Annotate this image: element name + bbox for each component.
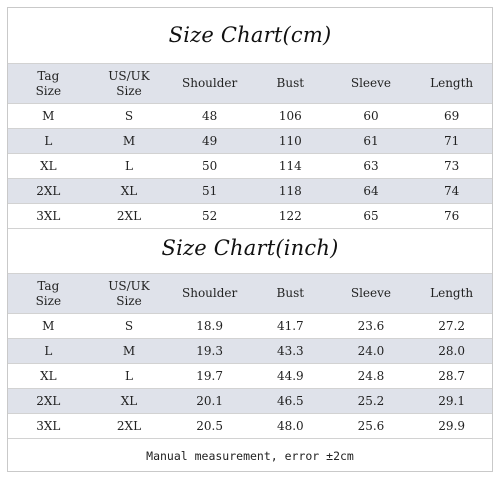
table-cell: 3XL bbox=[8, 204, 89, 229]
column-header-line: Sleeve bbox=[350, 286, 392, 300]
table-row bbox=[8, 104, 492, 129]
column-header-line: Size bbox=[116, 293, 142, 308]
table-cell: 122 bbox=[250, 204, 331, 229]
table-row bbox=[8, 179, 492, 204]
table-cell: 51 bbox=[169, 179, 250, 204]
table-cell: 61 bbox=[331, 129, 412, 154]
table-cell: 48 bbox=[169, 104, 250, 129]
table-cell: L bbox=[89, 154, 170, 179]
table-cell: L bbox=[8, 339, 89, 364]
column-header-line: Shoulder bbox=[182, 286, 238, 300]
table-cell: L bbox=[8, 129, 89, 154]
column-header bbox=[331, 274, 412, 314]
table-cell: 50 bbox=[169, 154, 250, 179]
table-cell: XL bbox=[89, 179, 170, 204]
table-row bbox=[8, 414, 492, 439]
table-cell: 24.0 bbox=[331, 339, 412, 364]
table-cell: 43.3 bbox=[250, 339, 331, 364]
table-cell: 114 bbox=[250, 154, 331, 179]
table-row bbox=[8, 154, 492, 179]
table-cell: 49 bbox=[169, 129, 250, 154]
table-row bbox=[8, 314, 492, 339]
table-cell: 48.0 bbox=[250, 414, 331, 439]
table-cell: 52 bbox=[169, 204, 250, 229]
table-cell: 25.6 bbox=[331, 414, 412, 439]
column-header-line: Tag bbox=[37, 68, 60, 83]
column-header-line: Length bbox=[430, 286, 474, 300]
cm-chart-title: Size Chart(cm) bbox=[168, 23, 332, 47]
table-cell: 118 bbox=[250, 179, 331, 204]
table-cell: 29.1 bbox=[411, 389, 492, 414]
table-cell: 20.1 bbox=[169, 389, 250, 414]
column-header bbox=[169, 64, 250, 104]
table-cell: 23.6 bbox=[331, 314, 412, 339]
table-cell: M bbox=[8, 104, 89, 129]
table-cell: 27.2 bbox=[411, 314, 492, 339]
table-cell: 63 bbox=[331, 154, 412, 179]
table-cell: 76 bbox=[411, 204, 492, 229]
column-header bbox=[8, 64, 89, 104]
column-header-line: Size bbox=[116, 83, 142, 98]
table-cell: 19.7 bbox=[169, 364, 250, 389]
column-header bbox=[331, 64, 412, 104]
table-cell: S bbox=[89, 314, 170, 339]
table-cell: XL bbox=[89, 389, 170, 414]
table-cell: 28.7 bbox=[411, 364, 492, 389]
size-chart-image bbox=[7, 7, 493, 472]
table-cell: 28.0 bbox=[411, 339, 492, 364]
table-cell: 24.8 bbox=[331, 364, 412, 389]
inch-header-row bbox=[8, 274, 492, 314]
column-header-line: US/UK bbox=[108, 68, 150, 83]
measurement-note: Manual measurement, error ±2cm bbox=[8, 438, 492, 473]
column-header-line: Tag bbox=[37, 278, 60, 293]
table-cell: 29.9 bbox=[411, 414, 492, 439]
table-cell: 71 bbox=[411, 129, 492, 154]
table-cell: 110 bbox=[250, 129, 331, 154]
cm-header-row bbox=[8, 64, 492, 104]
table-cell: 2XL bbox=[8, 179, 89, 204]
table-cell: M bbox=[89, 339, 170, 364]
table-row bbox=[8, 389, 492, 414]
table-cell: M bbox=[8, 314, 89, 339]
table-row bbox=[8, 204, 492, 229]
column-header bbox=[8, 274, 89, 314]
column-header bbox=[411, 64, 492, 104]
column-header-line: Bust bbox=[276, 286, 305, 300]
table-cell: M bbox=[89, 129, 170, 154]
table-row bbox=[8, 339, 492, 364]
table-cell: XL bbox=[8, 364, 89, 389]
column-header bbox=[89, 64, 170, 104]
column-header bbox=[411, 274, 492, 314]
table-row bbox=[8, 129, 492, 154]
column-header-line: Sleeve bbox=[350, 76, 392, 90]
table-cell: 2XL bbox=[8, 389, 89, 414]
cm-size-table bbox=[8, 63, 492, 229]
table-cell: 69 bbox=[411, 104, 492, 129]
table-cell: 65 bbox=[331, 204, 412, 229]
table-cell: 60 bbox=[331, 104, 412, 129]
table-cell: 25.2 bbox=[331, 389, 412, 414]
column-header-line: US/UK bbox=[108, 278, 150, 293]
table-cell: XL bbox=[8, 154, 89, 179]
table-cell: 2XL bbox=[89, 414, 170, 439]
column-header-line: Shoulder bbox=[182, 76, 238, 90]
table-cell: 2XL bbox=[89, 204, 170, 229]
column-header-line: Length bbox=[430, 76, 474, 90]
table-cell: 41.7 bbox=[250, 314, 331, 339]
table-row bbox=[8, 364, 492, 389]
table-cell: 74 bbox=[411, 179, 492, 204]
inch-size-table bbox=[8, 273, 492, 439]
table-cell: 44.9 bbox=[250, 364, 331, 389]
table-cell: S bbox=[89, 104, 170, 129]
table-cell: 19.3 bbox=[169, 339, 250, 364]
column-header-line: Size bbox=[35, 83, 62, 98]
column-header bbox=[250, 64, 331, 104]
table-cell: 20.5 bbox=[169, 414, 250, 439]
table-cell: 18.9 bbox=[169, 314, 250, 339]
column-header-line: Size bbox=[35, 293, 62, 308]
table-cell: 46.5 bbox=[250, 389, 331, 414]
inch-chart-title: Size Chart(inch) bbox=[161, 236, 339, 260]
column-header bbox=[169, 274, 250, 314]
column-header bbox=[89, 274, 170, 314]
column-header bbox=[250, 274, 331, 314]
column-header-line: Bust bbox=[276, 76, 305, 90]
table-cell: 73 bbox=[411, 154, 492, 179]
table-cell: L bbox=[89, 364, 170, 389]
table-cell: 3XL bbox=[8, 414, 89, 439]
table-cell: 64 bbox=[331, 179, 412, 204]
table-cell: 106 bbox=[250, 104, 331, 129]
